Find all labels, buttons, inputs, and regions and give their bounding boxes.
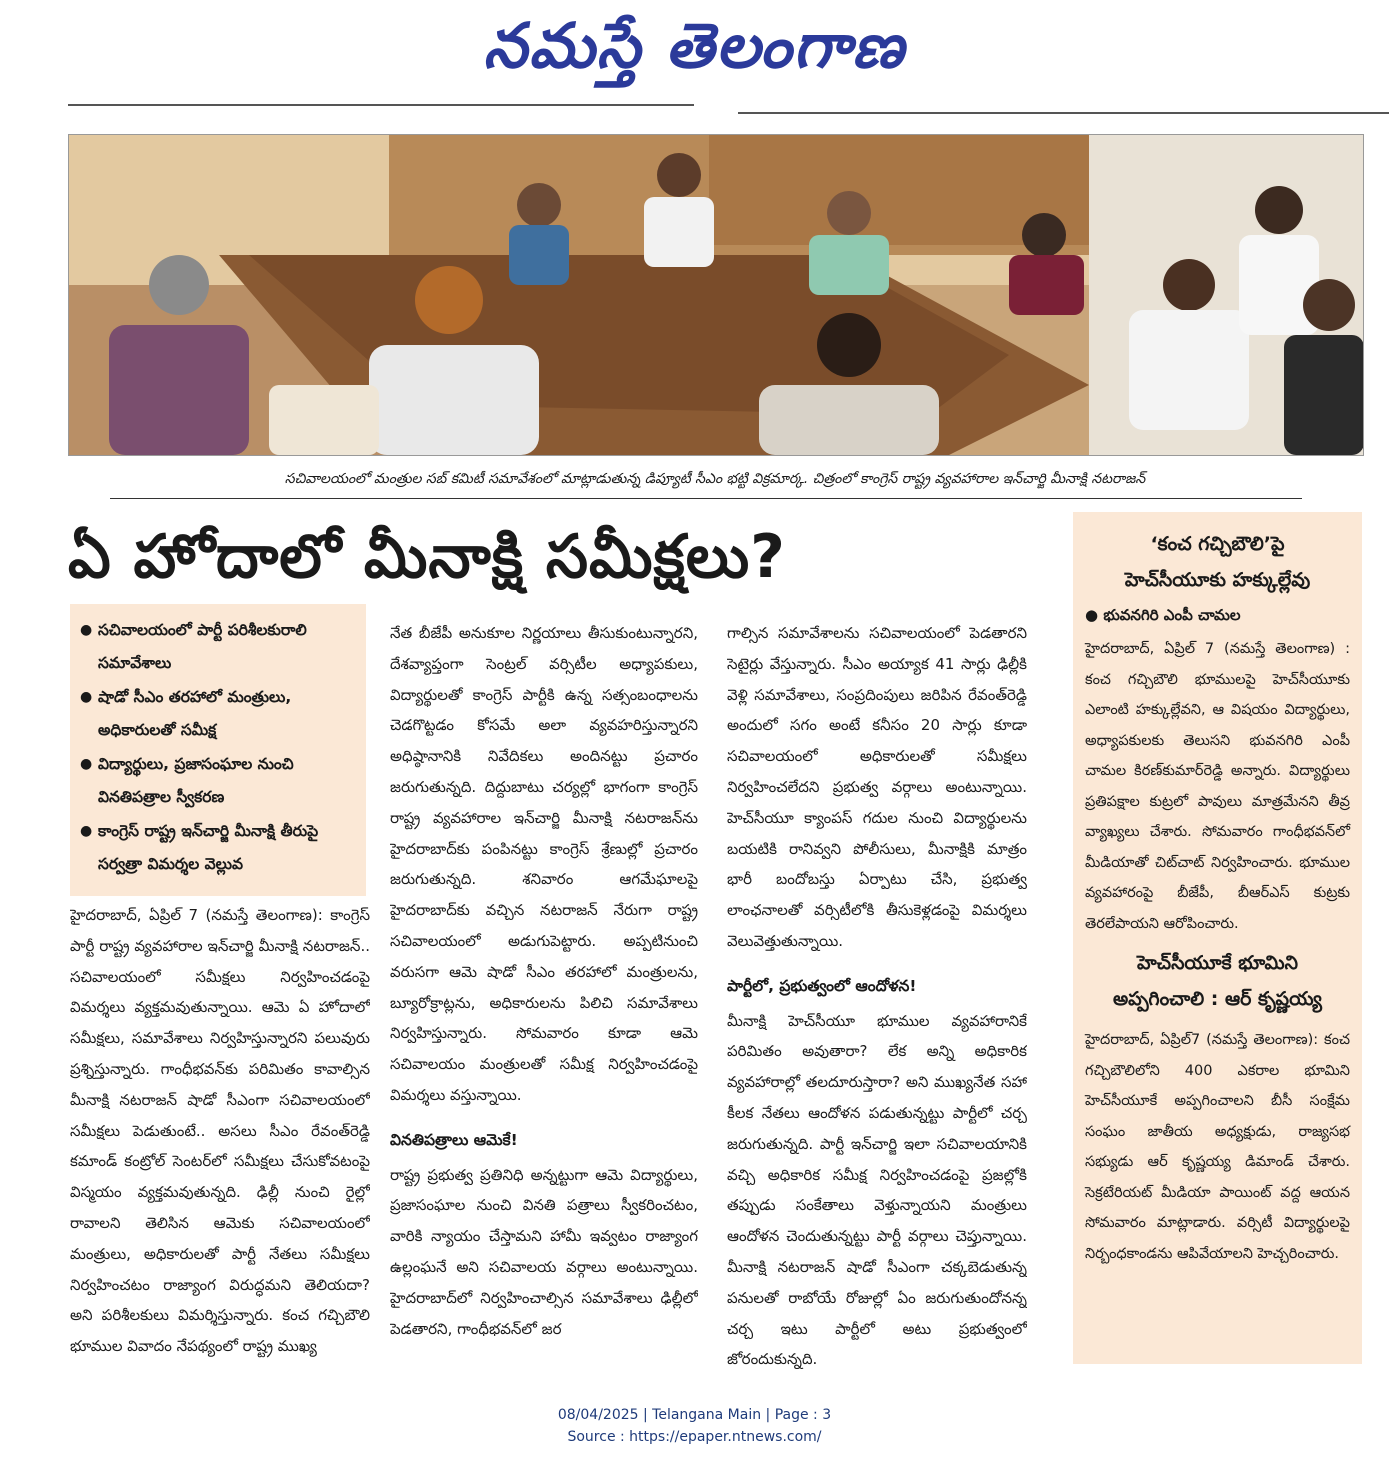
footer-edition-line: 08/04/2025 | Telangana Main | Page : 3 — [557, 1407, 832, 1423]
bullet-icon: ● — [1085, 606, 1104, 624]
masthead-title: నమస్తే తెలంగాణ — [483, 9, 906, 82]
article-column-2 — [390, 618, 698, 1378]
subheading: వినతిపత్రాలు ఆమెకే! — [390, 1130, 518, 1149]
highlight-text: సచివాలయంలో పార్టీ పరిశీలకురాలి సమావేశాలు — [98, 621, 307, 672]
highlight-text: విద్యార్థులు, ప్రజాసంఘాల నుంచి వినతిపత్రాల స్వీకరణ — [98, 755, 294, 806]
subheading: పార్టీలో, ప్రభుత్వంలో ఆందోళన! — [727, 976, 917, 995]
photo-caption: సచివాలయంలో మంత్రుల సబ్ కమిటీ సమావేశంలో మాట్లాడుతున్న డిప్యూటీ సీఎం భట్టి విక్రమార్క. చిత్రంలో కాంగ్రెస్ రాష్ట్ర వ్యవహారాల ఇన్‌చార్జి మీనాక్షి నటరాజన్ — [284, 471, 1146, 487]
article-paragraph: రాష్ట్ర ప్రభుత్వ ప్రతినిధి అన్నట్టుగా ఆమె విద్యార్థులు, ప్రజాసంఘాల నుంచి వినతి పత్రాలు స్వీకరించటం, వారికి న్యాయం చేస్తామని హామీ ఇవ్వటం రాజ్యాంగ ఉల్లంఘనే అని సచివాలయ వర్గాలు అంటున్నాయి. హైదరాబాద్‌లో నిర్వహించాల్సిన సమావేశాలు ఢిల్లీలో పెడతారని, గాంధీభవన్‌లో జర — [390, 1165, 698, 1338]
sidebar-box — [1073, 512, 1362, 1364]
highlights-box — [70, 604, 366, 896]
main-headline: ఏ హోదాలో మీనాక్షి సమీక్షలు? — [68, 522, 786, 592]
caption-underline — [110, 498, 1302, 499]
highlight-item — [80, 681, 358, 747]
highlight-item — [80, 815, 358, 881]
article-paragraph: గాల్సిన సమావేశాలను సచివాలయంలో పెడతారని సెటైర్లు వేస్తున్నారు. సీఎం అయ్యాక 41 సార్లు ఢిల్లీకి వెళ్లి సమావేశాలు, సంప్రదింపులు జరిపిన రేవంత్‌రెడ్డి అందులో సగం అంటే కనీసం 20 సార్లు కూడా సచివాలయంలో అధికారులతో సమీక్షలు నిర్వహించలేదని ప్రభుత్వ వర్గాలు అంటున్నాయి. హెచ్‌సీయూ క్యాంపస్ గదుల నుంచి విద్యార్థులను బయటికి రానివ్వని పోలీసులు, మీనాక్షికి మాత్రం భారీ బందోబస్తు ఏర్పాటు చేసి, ప్రభుత్వ లాంఛనాలతో వర్సిటీలోకి తీసుకెళ్లడంపై విమర్శలు వెలువెత్తుతున్నాయి. — [727, 624, 1027, 950]
highlight-text: షాడో సీఎం తరహాలో మంత్రులు, అధికారులతో సమీక్ష — [98, 688, 292, 739]
article-column-1 — [70, 900, 370, 1378]
bullet-icon: ● — [80, 689, 93, 705]
bullet-icon: ● — [80, 823, 93, 839]
footer-source-line: Source : https://epaper.ntnews.com/ — [567, 1429, 822, 1445]
masthead-rule-left — [68, 104, 694, 106]
article-paragraph: నేత బీజేపీ అనుకూల నిర్ణయాలు తీసుకుంటున్నారని, దేశవ్యాప్తంగా సెంట్రల్ వర్సిటీల అధ్యాపకులు, విద్యార్థులతో కాంగ్రెస్ పార్టీకి ఉన్న సత్సంబంధాలను చెడగొట్టడం కోసమే అలా వ్యవహరిస్తున్నారని అధిష్ఠానానికి నివేదికలు అందినట్టు ప్రచారం జరుగుతున్నది. దిద్దుబాటు చర్యల్లో భాగంగా కాంగ్రెస్ రాష్ట్ర వ్యవహారాల ఇన్‌చార్జి మీనాక్షి నటరాజన్‌ను హైదరాబాద్‌కు పంపినట్టు కాంగ్రెస్ శ్రేణుల్లో ప్రచారం జరుగుతున్నది. శనివారం ఆగమేఘాలపై హైదరాబాద్‌కు వచ్చిన నటరాజన్ నేరుగా రాష్ట్ర సచివాలయంలో అడుగుపెట్టారు. అప్పటినుంచి వరుసగా ఆమె షాడో సీఎం తరహాలో మంత్రులను, బ్యూరోక్రాట్లను, అధికారులను పిలిచి సమావేశాలు నిర్వహిస్తున్నారు. సోమవారం కూడా ఆమె సచివాలయం మంత్రులతో సమీక్ష నిర్వహించడంపై విమర్శలు వస్తున్నాయి. — [390, 624, 698, 1104]
masthead-rule-right — [738, 112, 1389, 114]
meeting-photo — [68, 134, 1364, 456]
sidebar-story2-text: హైదరాబాద్, ఏప్రిల్7 (నమస్తే తెలంగాణ): కంచ గచ్చిబౌలిలోని 400 ఎకరాల భూమిని హెచ్‌సీయూకే అప్పగించాలని బీసీ సంక్షేమ సంఘం జాతీయ అధ్యక్షుడు, రాజ్యసభ సభ్యుడు ఆర్ కృష్ణయ్య డిమాండ్ చేశారు. సెక్రటేరియట్ మీడియా పాయింట్ వద్ద ఆయన సోమవారం మాట్లాడారు. వర్సిటీ విద్యార్థులపై నిర్బంధకాండను ఆపివేయాలని హెచ్చరించారు. — [1085, 1032, 1350, 1262]
sidebar-bullet-text: భువనగిరి ఎంపీ చామల — [1103, 606, 1241, 624]
sidebar-story1-bullet — [1085, 600, 1350, 630]
bullet-icon: ● — [80, 756, 93, 772]
page-footer — [0, 1404, 1389, 1448]
bullet-icon: ● — [80, 622, 93, 638]
highlight-item — [80, 748, 358, 814]
meeting-photo-image — [69, 135, 1363, 455]
sidebar-story1-title: ‘కంచ గచ్చిబౌలి’పై — [1150, 533, 1285, 555]
article-paragraph: మీనాక్షి హెచ్‌సీయూ భూముల వ్యవహారానికే పరిమితం అవుతారా? లేక అన్ని అధికారిక వ్యవహారాల్లో తలదూరుస్తారా? అని ముఖ్యనేత సహా కీలక నేతలు ఆందోళన పడుతున్నట్టు పార్టీలో చర్చ జరుగుతున్నది. పార్టీ ఇన్‌చార్జి ఇలా సచివాలయానికి వచ్చి అధికారిక సమీక్ష నిర్వహించడంపై ప్రజల్లోకి తప్పుడు సంకేతాలు వెళ్తున్నాయని మంత్రులు ఆందోళన చెందుతున్నట్టు పార్టీ వర్గాలు చెప్తున్నాయి. మీనాక్షి నటరాజన్ షాడో సీఎంగా చక్కబెడుతున్న పనులతో రాబోయే రోజుల్లో ఏం జరుగుతుందోనన్న చర్చ ఇటు పార్టీలో అటు ప్రభుత్వంలో జోరందుకున్నది. — [727, 1011, 1027, 1369]
highlight-text: కాంగ్రెస్ రాష్ట్ర ఇన్‌చార్జి మీనాక్షి తీరుపై సర్వత్రా విమర్శల వెల్లువ — [98, 822, 319, 873]
sidebar-story1-text: హైదరాబాద్, ఏప్రిల్ 7 (నమస్తే తెలంగాణ) : కంచ గచ్చిబౌలి భూములపై హెచ్‌సీయూకు ఎలాంటి హక్కుల్లేవని, ఆ విషయం విద్యార్థులు, అధ్యాపకులకు తెలుసని భువనగిరి ఎంపీ చామల కిరణ్‌కుమార్‌రెడ్డి అన్నారు. విద్యార్థులు ప్రతిపక్షాల కుట్రలో పావులు మాత్రమేనని తీవ్ర వ్యాఖ్యలు చేశారు. సోమవారం గాంధీభవన్‌లో మీడియాతో చిట్‌చాట్ నిర్వహించారు. భూముల వ్యవహారంపై బీజేపీ, బీఆర్‌ఎస్ కుట్రకు తెరలేపాయని ఆరోపించారు. — [1085, 641, 1350, 932]
article-paragraph: హైదరాబాద్, ఏప్రిల్ 7 (నమస్తే తెలంగాణ): కాంగ్రెస్ పార్టీ రాష్ట్ర వ్యవహారాల ఇన్‌చార్జి మీనాక్షి నటరాజన్.. సచివాలయంలో సమీక్షలు నిర్వహించడంపై విమర్శలు వ్యక్తమవుతున్నాయి. ఆమె ఏ హోదాలో సమీక్షలు, సమావేశాలు నిర్వహిస్తున్నారని పలువురు ప్రశ్నిస్తున్నారు. గాంధీభవన్‌కు పరిమితం కావాల్సిన మీనాక్షి నటరాజన్ షాడో సీఎంగా సచివాలయంలో సమీక్షలు పెడుతుంటే.. అసలు సీఎం రేవంత్‌రెడ్డి కమాండ్ కంట్రోల్ సెంటర్‌లో సమీక్షలు చేసుకోవటంపై విస్మయం వ్యక్తమవుతున్నది. ఢిల్లీ నుంచి రైల్లో రావాలని తెలిసిన ఆమెకు సచివాలయంలో మంత్రులు, అధికారులతో పార్టీ నేతలు సమీక్షలు నిర్వహించటం రాజ్యాంగ విరుద్ధమని తెలియదా? అని పరిశీలకులు విమర్శిస్తున్నారు. కంచ గచ్చిబౌలి భూముల వివాదం నేపథ్యంలో రాష్ట్ర ముఖ్య — [70, 906, 370, 1356]
highlight-item — [80, 614, 358, 680]
article-column-3 — [727, 618, 1027, 1378]
sidebar-story2-title: హెచ్‌సీయూకే భూమిని — [1137, 952, 1298, 974]
sidebar-story2-title-line2: అప్పగించాలి : ఆర్ కృష్ణయ్య — [1112, 988, 1323, 1010]
sidebar-story1-title-line2: హెచ్‌సీయూకు హక్కుల్లేవు — [1124, 569, 1311, 591]
